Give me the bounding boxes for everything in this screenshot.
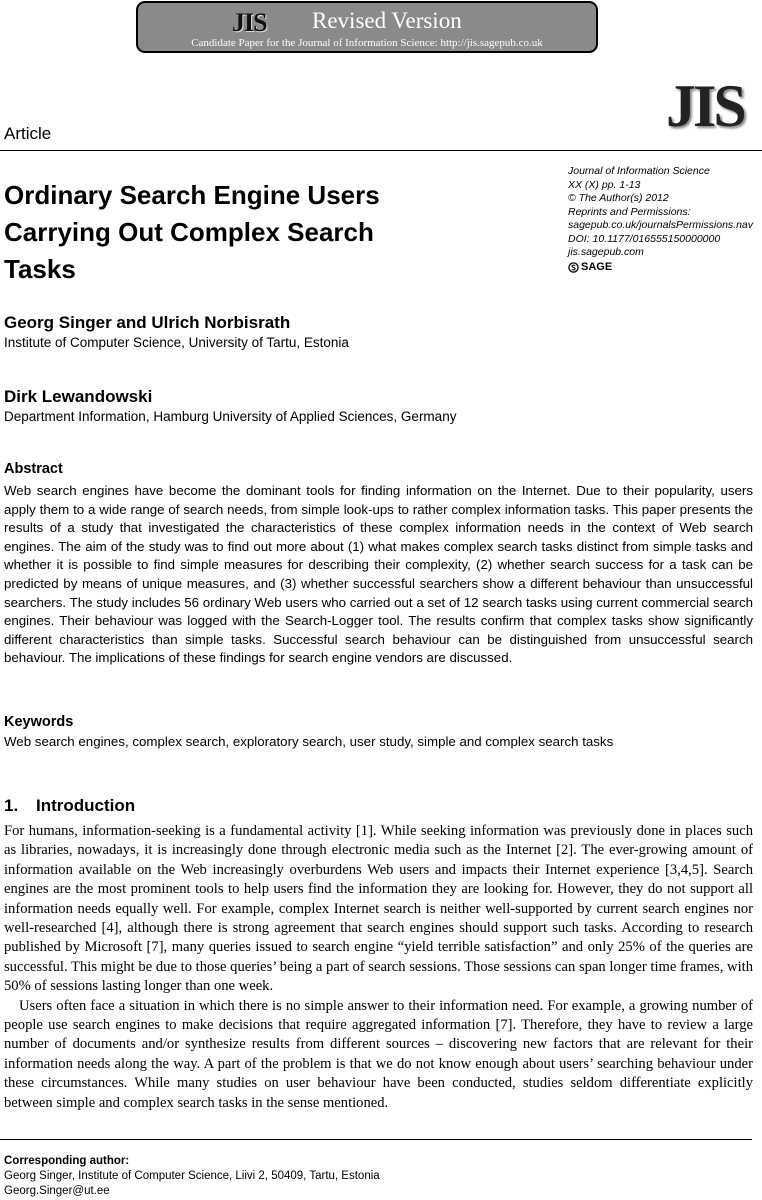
- corresponding-author-heading: Corresponding author:: [4, 1155, 130, 1167]
- sage-circle-icon: [568, 262, 579, 273]
- sage-logo-text: SAGE: [581, 260, 613, 273]
- introduction-paragraph-1: For humans, information-seeking is a fundamental activity [1]. While seeking information was previously done in places such as libraries, nowadays, it is increasingly done through electronic media such as the Internet [2]. The ever-growing amount of information available on the Web increasingly overburdens Web users and impacts their Internet experience [3,4,5]. Search engines are the most prominent tools to help users find the information they are looking for. However, they do not support all information needs equally well. For example, complex Internet search is neither well-supported by current search engines nor well-researched [4], although there is strong agreement that search engines should support such tasks. According to research published by Microsoft [7], many queries issued to search engine “yield terrible satisfaction” and only 25% of the queries are successful. This might be due to those queries’ being a part of search sessions. Those sessions can span longer time frames, with 50% of sessions lasting longer than one week.: [4, 823, 753, 995]
- paper-title: Ordinary Search Engine Users Carrying Out Complex Search Tasks: [4, 180, 380, 284]
- keywords-text: Web search engines, complex search, exploratory search, user study, simple and complex search tasks: [4, 734, 614, 749]
- header-rule: [0, 150, 762, 151]
- journal-reprints: Reprints and Permissions:: [568, 205, 691, 218]
- sage-logo: [568, 261, 762, 275]
- journal-doi: DOI: 10.1177/016555150000000: [568, 232, 721, 245]
- author-names-2: Dirk Lewandowski: [4, 387, 153, 406]
- author-names-1: Georg Singer and Ulrich Norbisrath: [4, 313, 291, 332]
- journal-info: [568, 165, 762, 274]
- footer-rule: [0, 1139, 752, 1140]
- revised-version-banner: [136, 1, 598, 53]
- section-number: 1.: [4, 796, 19, 815]
- section-title: Introduction: [36, 796, 136, 815]
- article-type-label: Article: [4, 124, 52, 143]
- corresponding-author-address: Georg Singer, Institute of Computer Science, Liivi 2, 50409, Tartu, Estonia: [4, 1170, 380, 1182]
- author-affiliation-2: Department Information, Hamburg University of Applied Sciences, Germany: [4, 409, 457, 424]
- journal-site[interactable]: jis.sagepub.com: [568, 246, 644, 258]
- introduction-body: [4, 822, 753, 1113]
- banner-jis-logo: JIS: [232, 8, 267, 37]
- banner-subtitle: Candidate Paper for the Journal of Information Science: http://jis.sagepub.co.uk: [191, 37, 543, 49]
- corresponding-author-email[interactable]: Georg.Singer@ut.ee: [4, 1185, 110, 1197]
- author-affiliation-1: Institute of Computer Science, University of Tartu, Estonia: [4, 335, 349, 350]
- keywords-heading: Keywords: [4, 714, 74, 730]
- banner-title: Revised Version: [312, 8, 462, 33]
- journal-volume: XX (X) pp. 1-13: [568, 178, 641, 191]
- journal-copyright: © The Author(s) 2012: [568, 192, 669, 204]
- introduction-paragraph-2: Users often face a situation in which there is no simple answer to their information need. For example, a growing number of people use search engines to make decisions that require aggregated information [7]. Therefore, they have to review a large number of documents and/or synthesize results from different sources – discovering new factors that are relevant for their information needs along the way. A part of the problem is that we do not know enough about users’ searching behaviour under these circumstances. While many studies on user behaviour have been conducted, studies seldom differentiate explicitly between simple and complex search tasks in the sense mentioned.: [4, 997, 753, 1111]
- introduction-heading: [4, 796, 135, 816]
- abstract-text: Web search engines have become the dominant tools for finding information on the Internet. Due to their popularity, users apply them to a wide range of search needs, from simple look-ups to rather complex information tasks. This paper presents the results of a study that investigated the characteristics of these complex information needs in the context of Web search engines. The aim of the study was to find out more about (1) what makes complex search tasks distinct from simple tasks and whether it is possible to find simple measures for describing their complexity, (2) whether search success for a task can be predicted by means of unique measures, and (3) whether successful searchers show a different behaviour than unsuccessful searchers. The study includes 56 ordinary Web users who carried out a set of 12 search tasks using current commercial search engines. Their behaviour was logged with the Search-Logger tool. The results confirm that complex tasks show significantly different characteristics than simple tasks. Successful search behaviour can be distinguished from unsuccessful search behaviour. The implications of these findings for search engine vendors are discussed.: [4, 483, 753, 666]
- journal-reprints-url[interactable]: sagepub.co.uk/journalsPermissions.nav: [568, 219, 754, 231]
- jis-logo: JIS: [666, 73, 744, 139]
- abstract-heading: Abstract: [4, 461, 63, 477]
- journal-name: Journal of Information Science: [568, 165, 710, 177]
